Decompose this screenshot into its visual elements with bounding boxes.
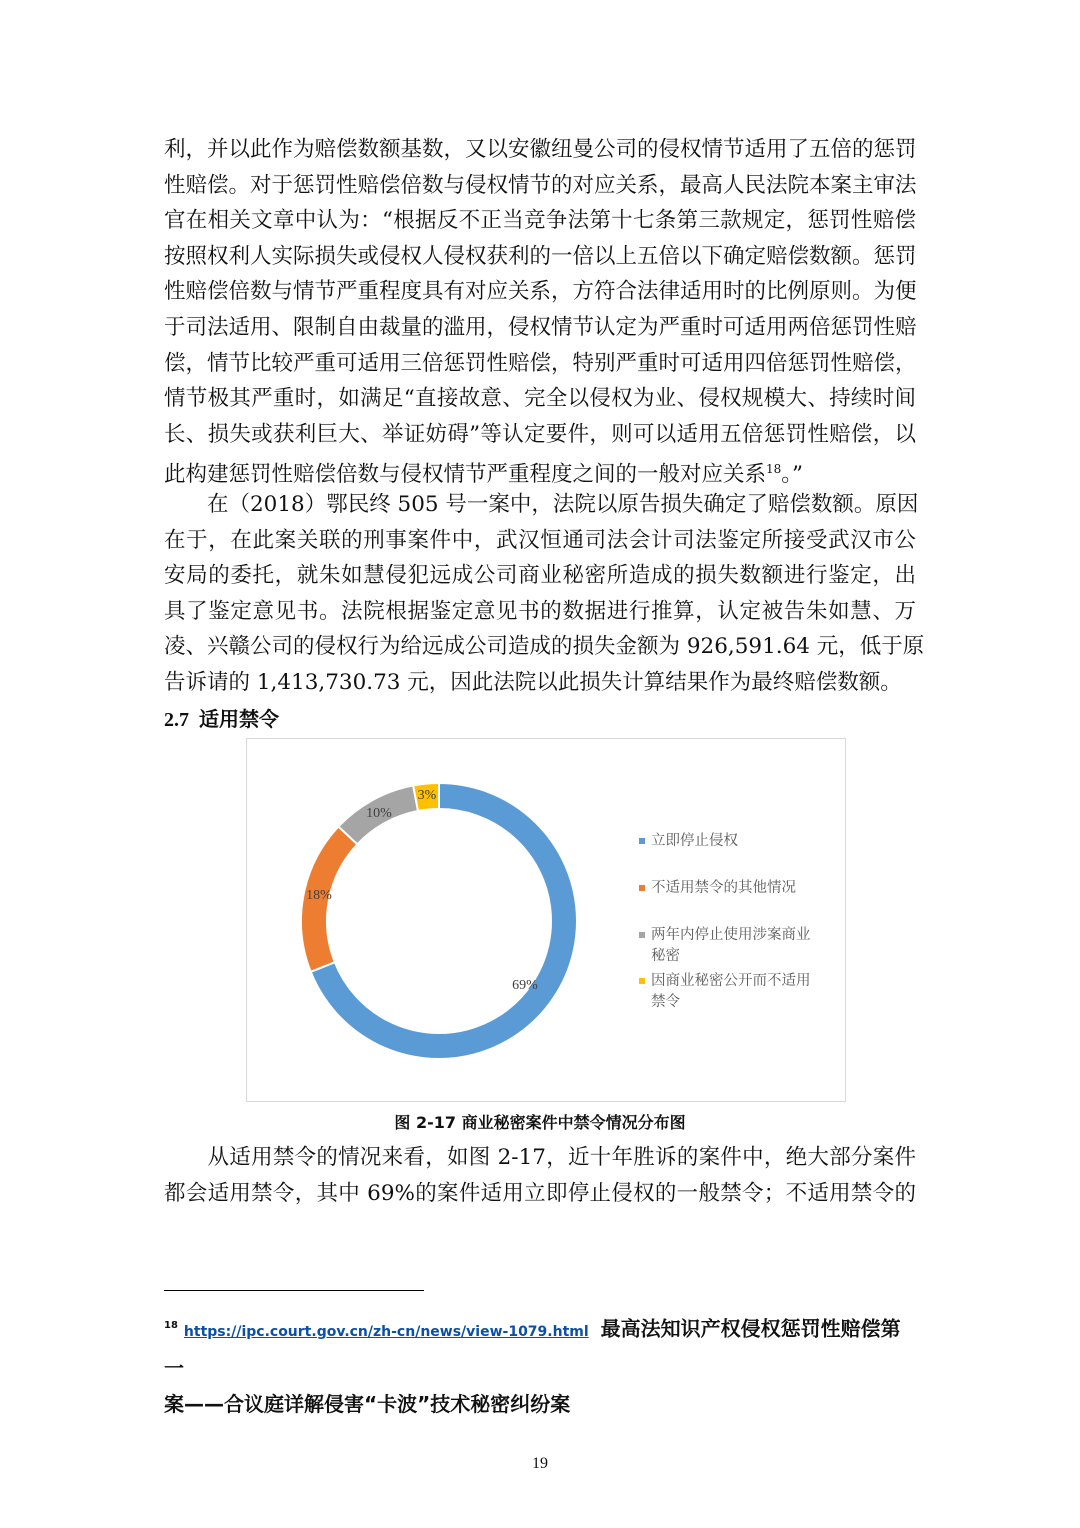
text-line: 性赔偿倍数与情节严重程度具有对应关系，方符合法律适用时的比例原则。为便 [164, 279, 917, 305]
legend-label: 不适用禁令的其他情况 [651, 880, 796, 896]
body-paragraph-1 [164, 132, 916, 493]
footnote-mark: 18 [164, 1320, 178, 1331]
legend-swatch-yellow [639, 978, 645, 984]
slice-data-label: 10% [366, 806, 392, 821]
legend-label: 因商业秘密公开而不适用 [651, 973, 811, 989]
footnote-text-cont: 案——合议庭详解侵害“卡波”技术秘密纠纷案 [164, 1391, 571, 1416]
legend-label-cont: 秘密 [651, 948, 680, 964]
body-paragraph-3 [164, 1140, 916, 1211]
footnote-separator [164, 1290, 424, 1291]
text-line: 在于，在此案关联的刑事案件中，武汉恒通司法会计司法鉴定所接受武汉市公 [164, 527, 916, 553]
text-line: 凌、兴赣公司的侵权行为给远成公司造成的损失金额为 926,591.64 元，低于原 [164, 634, 925, 660]
legend-item [639, 831, 839, 852]
legend-label-cont: 禁令 [651, 994, 680, 1010]
text-line: 告诉请的 1,413,730.73 元，因此法院以此损失计算结果作为最终赔偿数额。 [164, 669, 902, 695]
footnote-link[interactable]: https://ipc.court.gov.cn/zh-cn/news/view-1079.html [183, 1323, 589, 1340]
legend-item [639, 925, 839, 967]
page-number: 19 [532, 1455, 548, 1472]
legend-swatch-blue [639, 838, 645, 844]
text-line: 于司法适用、限制自由裁量的滥用，侵权情节认定为严重时可适用两倍惩罚性赔 [164, 314, 917, 340]
footnote-text: 最高法知识产权侵权惩罚性赔偿第一 [164, 1316, 901, 1380]
text-line: 安局的委托，就朱如慧侵犯远成公司商业秘密所造成的损失数额进行鉴定，出 [164, 563, 916, 589]
legend-swatch-orange [639, 885, 645, 891]
legend-item [639, 878, 839, 899]
text-line: 都会适用禁令，其中 69%的案件适用立即停止侵权的一般禁令；不适用禁令的 [164, 1180, 916, 1206]
text-line: 按照权利人实际损失或侵权人侵权获利的一倍以上五倍以下确定赔偿数额。惩罚 [164, 243, 917, 269]
text-line: 具了鉴定意见书。法院根据鉴定意见书的数据进行推算，认定被告朱如慧、万 [164, 598, 916, 624]
legend-swatch-gray [639, 932, 645, 938]
legend-label: 两年内停止使用涉案商业 [651, 927, 811, 943]
slice-data-label: 18% [306, 888, 332, 903]
text-fragment: 。” [781, 462, 804, 488]
section-title: 适用禁令 [199, 707, 279, 731]
section-heading [164, 703, 279, 732]
text-line: 在（2018）鄂民终 505 号一案中，法院以原告损失确定了赔偿数额。原因 [164, 492, 919, 517]
legend-label: 立即停止侵权 [651, 833, 738, 849]
figure-caption: 图 2-17 商业秘密案件中禁令情况分布图 [394, 1113, 686, 1132]
footnote [164, 1308, 916, 1422]
section-number: 2.7 [164, 709, 189, 731]
text-line: 性赔偿。对于惩罚性赔偿倍数与侵权情节的对应关系，最高人民法院本案主审法 [164, 172, 917, 198]
chart-legend [639, 831, 839, 1017]
text-line: 从适用禁令的情况来看，如图 2-17，近十年胜诉的案件中，绝大部分案件 [164, 1145, 916, 1170]
text-line: 偿，情节比较严重可适用三倍惩罚性赔偿，特别严重时可适用四倍惩罚性赔偿， [164, 350, 917, 376]
donut-chart [246, 738, 846, 1102]
body-paragraph-2 [164, 487, 925, 701]
slice-data-label: 69% [512, 978, 538, 993]
footnote-ref[interactable]: 18 [766, 462, 782, 477]
text-line: 情节极其严重时，如满足“直接故意、完全以侵权为业、侵权规模大、持续时间 [164, 386, 916, 412]
text-fragment: 此构建惩罚性赔偿倍数与侵权情节严重程度之间的一般对应关系 [164, 462, 767, 488]
legend-item [639, 971, 839, 1013]
text-line: 长、损失或获利巨大、举证妨碍”等认定要件，则可以适用五倍惩罚性赔偿，以 [164, 421, 916, 447]
text-line: 官在相关文章中认为：“根据反不正当竞争法第十七条第三款规定，惩罚性赔偿 [164, 208, 916, 234]
slice-data-label: 3% [417, 788, 437, 803]
text-line: 利，并以此作为赔偿数额基数，又以安徽纽曼公司的侵权情节适用了五倍的惩罚 [164, 137, 917, 162]
